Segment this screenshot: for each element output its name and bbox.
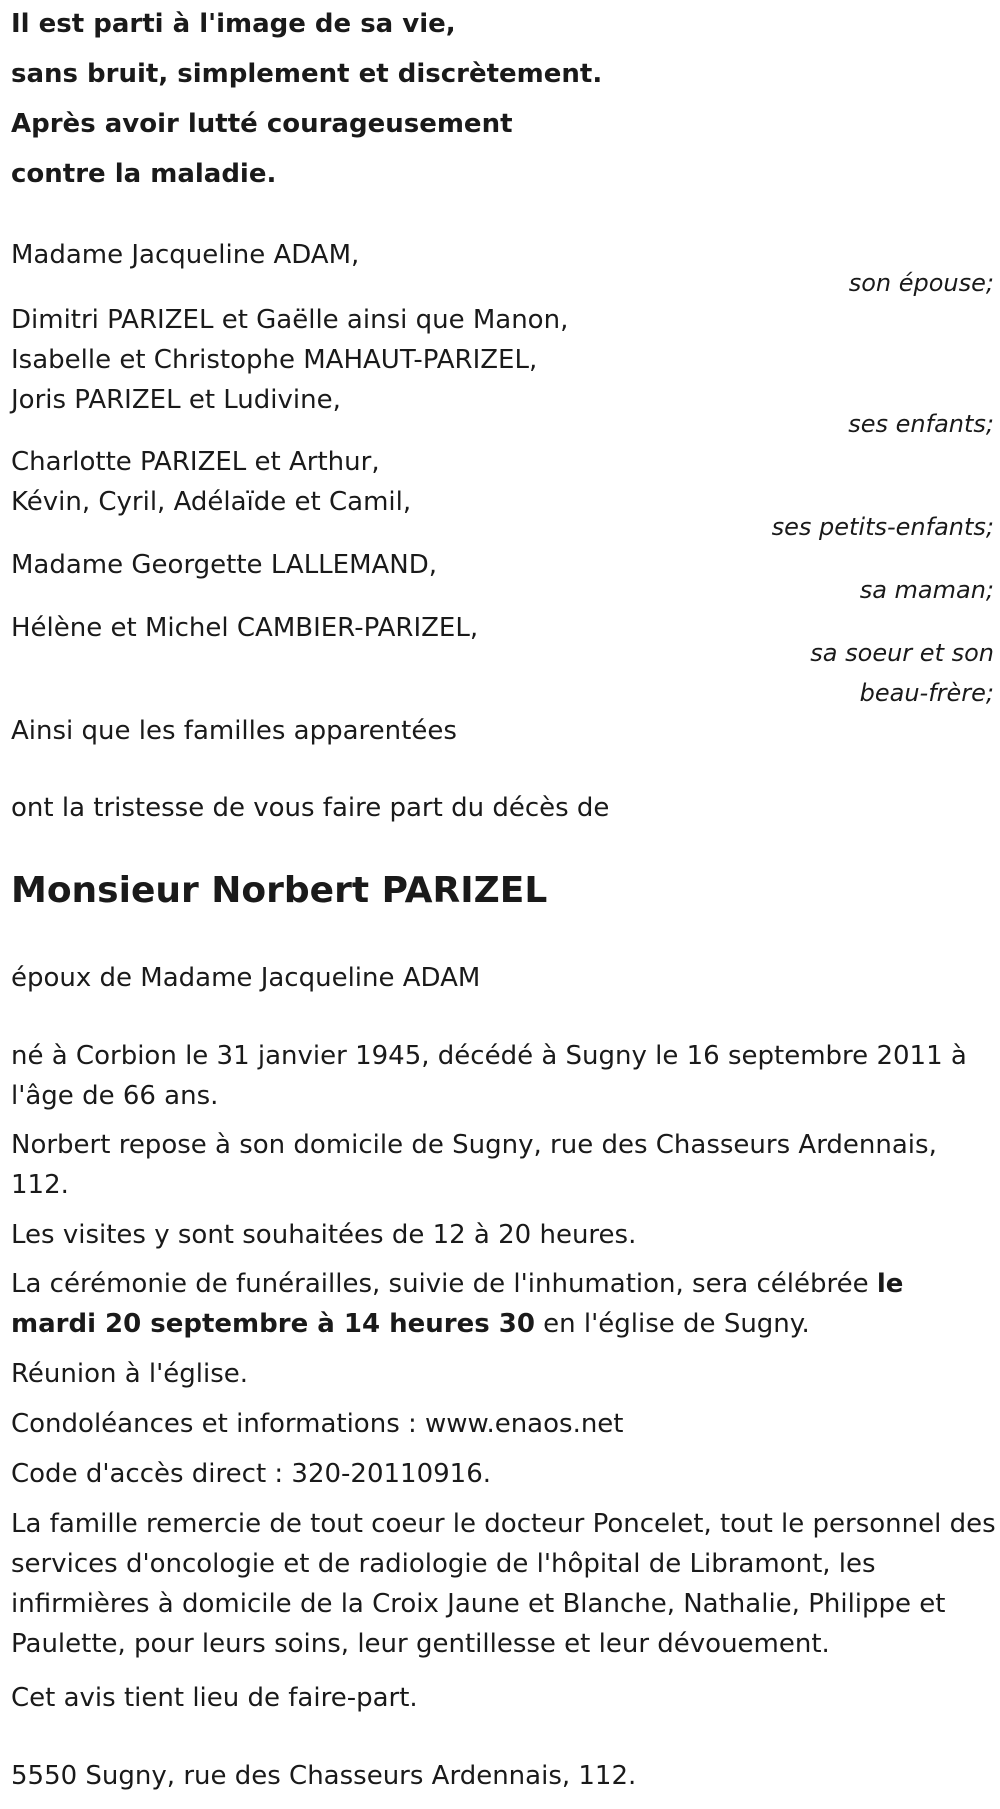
ceremony-text-pre: La cérémonie de funérailles, suivie de l'inhumation, sera célébrée <box>11 1269 877 1299</box>
intro-line-2: sans bruit, simplement et discrètement. <box>11 59 603 89</box>
relatives-line: Ainsi que les familles apparentées <box>11 716 457 746</box>
deceased-name: Monsieur Norbert PARIZEL <box>11 870 548 911</box>
spouse-name: Madame Jacqueline ADAM, <box>11 240 360 270</box>
intro-line-4: contre la maladie. <box>11 159 277 189</box>
grandchildren-line-2: Kévin, Cyril, Adélaïde et Camil, <box>11 487 412 517</box>
ceremony-text-post: en l'église de Sugny. <box>534 1309 810 1339</box>
access-code-text: Code d'accès direct : 320-20110916. <box>11 1459 492 1489</box>
meeting-text: Réunion à l'église. <box>11 1359 249 1389</box>
spouse-role: son épouse; <box>848 269 994 297</box>
ceremony-text-date: le mardi 20 septembre à 14 heures 30 <box>11 1269 904 1339</box>
intro-line-1: Il est parti à l'image de sa vie, <box>11 9 456 39</box>
sister-name: Hélène et Michel CAMBIER-PARIZEL, <box>11 613 479 643</box>
children-line-1: Dimitri PARIZEL et Gaëlle ainsi que Manon, <box>11 305 569 335</box>
condolences-text: Condoléances et informations : www.enaos.net <box>11 1409 624 1439</box>
birth-death-text: né à Corbion le 31 janvier 1945, décédé à Sugny le 16 septembre 2011 à l'âge de 66 ans. <box>11 1041 967 1111</box>
mother-name: Madame Georgette LALLEMAND, <box>11 550 438 580</box>
ceremony-text <box>11 1264 996 1344</box>
mother-role: sa maman; <box>859 576 994 604</box>
grandchildren-role: ses petits-enfants; <box>771 513 994 541</box>
sister-role-line-2: beau-frère; <box>859 679 994 707</box>
rest-text: Norbert repose à son domicile de Sugny, rue des Chasseurs Ardennais, 112. <box>11 1130 937 1200</box>
grandchildren-line-1: Charlotte PARIZEL et Arthur, <box>11 447 380 477</box>
intro-line-3: Après avoir lutté courageusement <box>11 109 513 139</box>
notice-text: Cet avis tient lieu de faire-part. <box>11 1683 418 1713</box>
spouse-of: époux de Madame Jacqueline ADAM <box>11 963 481 993</box>
thanks-text: La famille remercie de tout coeur le docteur Poncelet, tout le personnel des services d'oncologie et de radiologie de l'hôpital de Libramont, les infirmières à domicile de la Croix Jaune et Blanche, Nathalie, Philippe et Paulette, pour leurs soins, leur gentillesse et leur dévouement. <box>11 1509 996 1659</box>
sister-role-line-1: sa soeur et son <box>810 639 994 667</box>
announcement: ont la tristesse de vous faire part du décès de <box>11 793 610 823</box>
visits-text: Les visites y sont souhaitées de 12 à 20 heures. <box>11 1220 637 1250</box>
children-line-2: Isabelle et Christophe MAHAUT-PARIZEL, <box>11 345 538 375</box>
address-text: 5550 Sugny, rue des Chasseurs Ardennais, 112. <box>11 1761 637 1791</box>
children-role: ses enfants; <box>848 410 994 438</box>
children-line-3: Joris PARIZEL et Ludivine, <box>11 385 341 415</box>
